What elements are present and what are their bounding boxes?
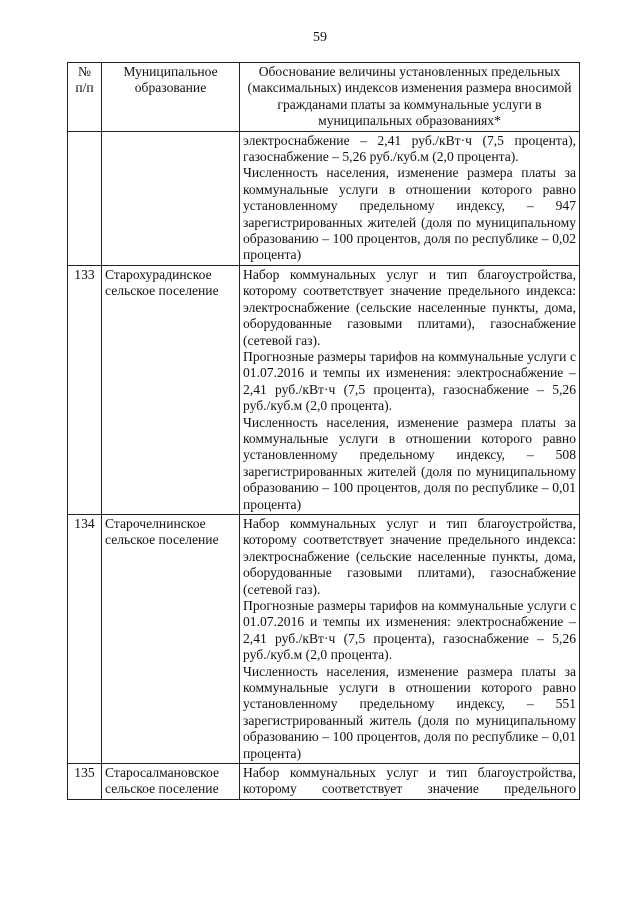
row-paragraph: Численность населения, изменение размера платы за коммунальные услуги в отношении которого равно установленному предельному индексу, – 947 зарегистрированных жителей (доля по муниципальному образованию – 100 процентов, доля по республике – 0,02 процента)	[243, 165, 576, 263]
table-row-135	[68, 764, 580, 800]
row-number-cell: 133	[68, 265, 102, 514]
row-number-cell: 134	[68, 514, 102, 763]
header-number: № п/п	[68, 63, 102, 132]
table-row-134	[68, 514, 580, 763]
row-justification-cell	[240, 131, 580, 265]
row-paragraph: Численность населения, изменение размера платы за коммунальные услуги в отношении которого равно установленному предельному индексу, – 508 зарегистрированных жителей (доля по муниципальному образованию – 100 процентов, доля по республике – 0,01 процента)	[243, 414, 576, 512]
page-number: 59	[313, 30, 327, 45]
row-number-cell	[68, 131, 102, 265]
header-municipality: Муниципальное образование	[102, 63, 240, 132]
row-paragraph: электроснабжение – 2,41 руб./кВт·ч (7,5 процента), газоснабжение – 5,26 руб./куб.м (2,0 процента).	[243, 132, 576, 165]
row-municipality-cell: Старохурадинское сельское поселение	[102, 265, 240, 514]
row-paragraph: Набор коммунальных услуг и тип благоустройства, которому соответствует значение предельного индекса: электроснабжение (сельские населенные пункты, дома, оборудованные газовыми плитами), газоснабжение (сетевой газ).	[243, 515, 576, 597]
table-row-continuation	[68, 131, 580, 265]
row-municipality-cell: Старосалмановское сельское поселение	[102, 764, 240, 800]
row-paragraph: Прогнозные размеры тарифов на коммунальные услуги с 01.07.2016 и темпы их изменения: электроснабжение – 2,41 руб./кВт·ч (7,5 процента), газоснабжение – 5,26 руб./куб.м (2,0 процента).	[243, 348, 576, 414]
row-justification-cell	[240, 514, 580, 763]
row-justification-cell	[240, 265, 580, 514]
row-municipality-cell: Старочелнинское сельское поселение	[102, 514, 240, 763]
row-municipality-cell	[102, 131, 240, 265]
table-header-row	[68, 63, 580, 132]
row-paragraph: Набор коммунальных услуг и тип благоустройства, которому соответствует значение предельного	[243, 765, 576, 797]
table-row-133	[68, 265, 580, 514]
row-paragraph: Прогнозные размеры тарифов на коммунальные услуги с 01.07.2016 и темпы их изменения: электроснабжение – 2,41 руб./кВт·ч (7,5 процента), газоснабжение – 5,26 руб./куб.м (2,0 процента).	[243, 598, 576, 663]
row-paragraph: Набор коммунальных услуг и тип благоустройства, которому соответствует значение предельного индекса: электроснабжение (сельские населенные пункты, дома, оборудованные газовыми плитами), газоснабжение (сетевой газ).	[243, 266, 576, 348]
header-justification: Обоснование величины установленных предельных (максимальных) индексов изменения размера вносимой гражданами платы за коммунальные услуги в муниципальных образованиях*	[240, 63, 580, 132]
row-paragraph: Численность населения, изменение размера платы за коммунальные услуги в отношении которого равно установленному предельному индексу, – 551 зарегистрированный житель (доля по муниципальному образованию – 100 процентов, доля по республике – 0,01 процента)	[243, 663, 576, 761]
row-number-cell: 135	[68, 764, 102, 800]
row-justification-cell	[240, 764, 580, 800]
tariff-table	[67, 62, 580, 800]
